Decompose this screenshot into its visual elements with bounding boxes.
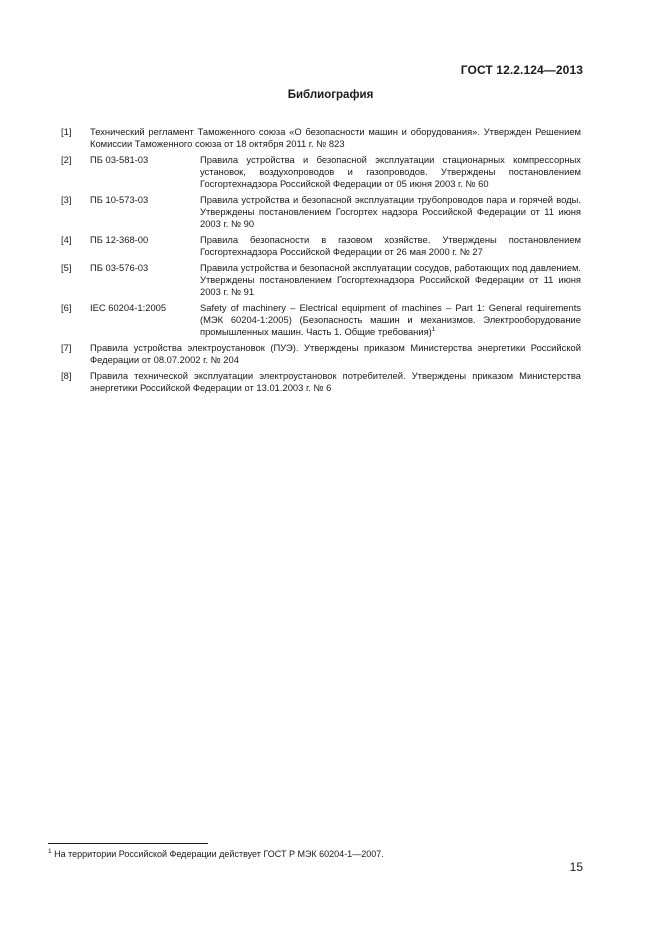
footnote bbox=[48, 849, 384, 860]
footnote-text: На территории Российской Федерации действует ГОСТ Р МЭК 60204-1—2007. bbox=[54, 849, 384, 859]
entry-text: Safety of machinery – Electrical equipment of machines – Part 1: General requirements (МЭК 60204-1:2005) (Безопасность машин и механизмов. Электрооборудование промышленных машин. Часть 1. Общие требования) bbox=[200, 302, 581, 337]
bibliography-entry-1 bbox=[61, 126, 581, 150]
footnote-divider bbox=[48, 843, 208, 844]
document-code: ГОСТ 12.2.124—2013 bbox=[460, 63, 583, 77]
entry-number: [8] bbox=[61, 370, 72, 381]
entry-number: [5] bbox=[61, 262, 72, 273]
entry-code: ПБ 10-573-03 bbox=[90, 194, 149, 205]
entry-number: [6] bbox=[61, 302, 72, 313]
entry-code: ПБ 03-581-03 bbox=[90, 154, 149, 165]
page-title: Библиография bbox=[287, 89, 374, 101]
footnote-mark: 1 bbox=[48, 848, 52, 855]
entry-number: [1] bbox=[61, 126, 72, 137]
entry-text: Правила технической эксплуатации электроустановок потребителей. Утверждены приказом Министерства энергетики Российской Федерации от 13.01.2003 г. № 6 bbox=[90, 370, 581, 393]
entry-text: Правила устройства и безопасной эксплуатации сосудов, работающих под давлением. Утверждены постановлением Госгортехнадзора Российской Федерации от 11 июня 2003 г. № 91 bbox=[200, 262, 581, 297]
page-number: 15 bbox=[569, 860, 583, 874]
entry-number: [2] bbox=[61, 154, 72, 165]
bibliography-entry-2 bbox=[61, 154, 581, 190]
bibliography-entry-5 bbox=[61, 262, 581, 298]
entry-code: ПБ 12-368-00 bbox=[90, 234, 149, 245]
entry-number: [7] bbox=[61, 342, 72, 353]
entry-code: ПБ 03-576-03 bbox=[90, 262, 149, 273]
entry-number: [4] bbox=[61, 234, 72, 245]
entry-text: Технический регламент Таможенного союза «О безопасности машин и оборудования». Утвержден Решением Комиссии Таможенного союза от 18 октября 2011 г. № 823 bbox=[90, 126, 581, 149]
entry-text: Правила безопасности в газовом хозяйстве. Утверждены постановлением Госгортехнадзора Российской Федерации от 26 мая 2000 г. № 27 bbox=[200, 234, 581, 257]
bibliography-list bbox=[61, 126, 581, 398]
bibliography-entry-4 bbox=[61, 234, 581, 258]
bibliography-entry-8 bbox=[61, 370, 581, 394]
footnote-reference: 1 bbox=[431, 325, 436, 333]
entry-text: Правила устройства и безопасной эксплуатации стационарных компрессорных установок, воздухопроводов и газопроводов. Утверждены постановлением Госгортехнадзора Российской Федерации от 05 июня 2003 г. № 60 bbox=[200, 154, 581, 189]
entry-number: [3] bbox=[61, 194, 72, 205]
entry-text: Правила устройства и безопасной эксплуатации трубопроводов пара и горячей воды. Утверждены постановлением Госгортех надзора Российской Федерации от 11 июня 2003 г. № 90 bbox=[200, 194, 581, 229]
entry-text-wrap bbox=[200, 302, 581, 338]
bibliography-entry-6 bbox=[61, 302, 581, 338]
bibliography-entry-7 bbox=[61, 342, 581, 366]
bibliography-entry-3 bbox=[61, 194, 581, 230]
entry-code: IEC 60204-1:2005 bbox=[90, 302, 167, 313]
entry-text: Правила устройства электроустановок (ПУЭ). Утверждены приказом Министерства энергетики Российской Федерации от 08.07.2002 г. № 204 bbox=[90, 342, 581, 365]
